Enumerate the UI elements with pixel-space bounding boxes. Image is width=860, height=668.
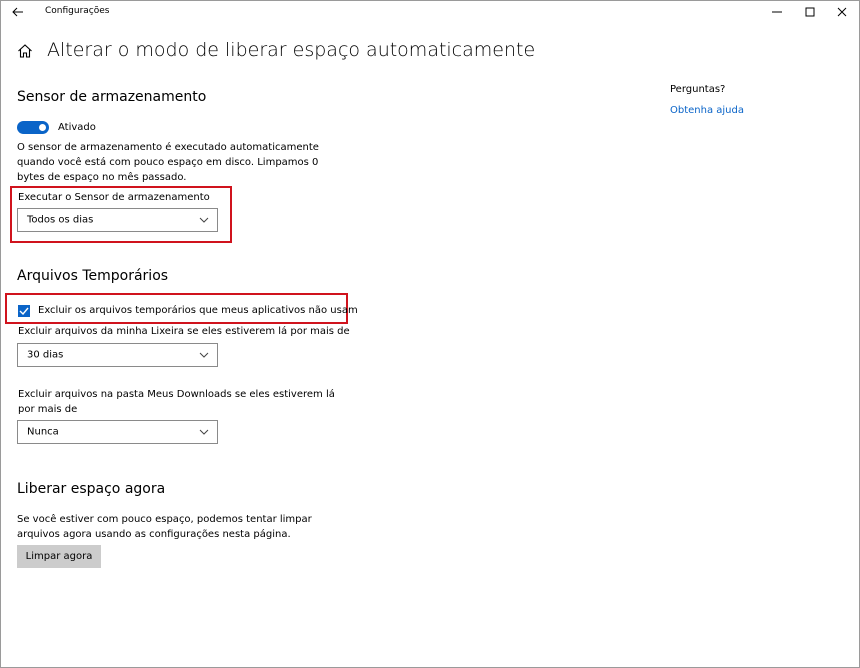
- back-button[interactable]: [8, 4, 28, 20]
- downloads-value: Nunca: [27, 426, 59, 438]
- chevron-down-icon: [199, 429, 209, 435]
- back-arrow-icon: [12, 7, 24, 17]
- questions-heading: Perguntas?: [670, 84, 726, 95]
- storage-sense-toggle[interactable]: [17, 121, 49, 134]
- run-frequency-label: Executar o Sensor de armazenamento: [18, 192, 210, 203]
- run-frequency-dropdown[interactable]: [17, 208, 218, 232]
- toggle-state-label: Ativado: [58, 122, 96, 133]
- maximize-button[interactable]: [795, 2, 825, 22]
- checkmark-icon: [19, 307, 29, 315]
- recycle-bin-dropdown[interactable]: [17, 343, 218, 367]
- chevron-down-icon: [199, 217, 209, 223]
- close-button[interactable]: [827, 2, 857, 22]
- temp-files-heading: Arquivos Temporários: [17, 268, 169, 284]
- storage-sense-description: O sensor de armazenamento é executado automaticamente quando você está com pouco espaço em disco. Limpamos 0 bytes de espaço no mês passado.: [17, 142, 319, 183]
- delete-temp-label: Excluir os arquivos temporários que meus aplicativos não usam: [38, 305, 358, 316]
- free-space-heading: Liberar espaço agora: [17, 481, 166, 497]
- window-title: Configurações: [45, 6, 110, 16]
- page-title: Alterar o modo de liberar espaço automaticamente: [47, 39, 536, 61]
- maximize-icon: [805, 7, 815, 17]
- title-bar: [0, 0, 860, 24]
- storage-sense-heading: Sensor de armazenamento: [17, 89, 207, 105]
- free-space-description: Se você estiver com pouco espaço, podemos tentar limpar arquivos agora usando as configurações nesta página.: [17, 514, 312, 540]
- downloads-label: Excluir arquivos na pasta Meus Downloads se eles estiverem lá por mais de: [18, 389, 335, 415]
- recycle-bin-label: Excluir arquivos da minha Lixeira se eles estiverem lá por mais de: [18, 326, 350, 337]
- toggle-knob: [39, 124, 46, 131]
- close-icon: [837, 7, 847, 17]
- clean-now-button[interactable]: Limpar agora: [17, 545, 101, 568]
- minimize-icon: [772, 7, 782, 17]
- get-help-link[interactable]: Obtenha ajuda: [670, 105, 744, 116]
- downloads-dropdown[interactable]: [17, 420, 218, 444]
- run-frequency-value: Todos os dias: [27, 214, 94, 226]
- minimize-button[interactable]: [762, 2, 792, 22]
- home-icon[interactable]: [17, 43, 33, 59]
- recycle-bin-value: 30 dias: [27, 349, 64, 361]
- delete-temp-checkbox[interactable]: [18, 305, 30, 317]
- chevron-down-icon: [199, 352, 209, 358]
